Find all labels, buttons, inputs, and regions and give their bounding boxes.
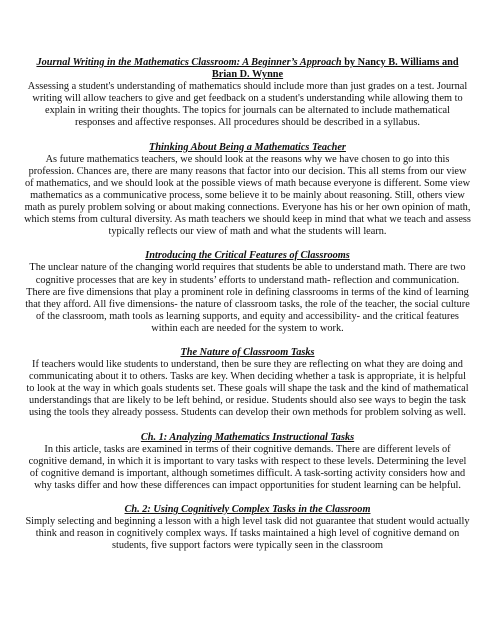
section-heading: Introducing the Critical Features of Classrooms: [145, 250, 350, 262]
section-thinking-about-teaching: [24, 142, 471, 239]
section-heading: Ch. 1: Analyzing Mathematics Instructional Tasks: [140, 431, 355, 443]
section-classroom-tasks: [24, 347, 471, 420]
author-byline: by Nancy B. Williams and Brian D. Wynne: [211, 57, 459, 81]
section-body: As future mathematics teachers, we should look at the reasons why we have chosen to go into this profession. Chances are, there are many reasons that factor into our decision. This all stems from our view of mathematics, and we should look at the possible views of math because everyone is different. Some view mathematics as a communicative process, some believe it to be mainly about reasoning. Still, others view math as purely problem solving or about making connections. Everyone has his or her own opinion of math, which stems from cultural diversity. As math teachers we should keep in mind that what we teach and assess typically reflects our view of math and what the students will learn.: [24, 153, 471, 238]
section-heading: The Nature of Classroom Tasks: [180, 346, 315, 358]
section-body: The unclear nature of the changing world requires that students be able to understand math. There are two cognitive processes that are key in students’ efforts to understand math- reflection and communication. There are five dimensions that play a prominent role in defining classrooms in terms of the kind of learning that they afford. All five dimensions- the nature of classroom tasks, the role of the teacher, the social culture of the classroom, math tools as learning supports, and equity and accessibility- and the critical features within each are needed for the system to work.: [25, 262, 470, 334]
section-heading: Thinking About Being a Mathematics Teacher: [149, 141, 346, 153]
section-ch2-complex-tasks: [24, 504, 471, 552]
section-body: Simply selecting and beginning a lesson with a high level task did not guarantee that student would actually think and reason in cognitively complex ways. If tasks maintained a high level of cognitive demand on students, five support factors were typically seen in the classroom: [25, 516, 470, 552]
section-heading: Ch. 2: Using Cognitively Complex Tasks in the Classroom: [124, 504, 371, 515]
section-ch1-analyzing-tasks: [24, 432, 471, 492]
document-title: [24, 57, 471, 81]
section-critical-features: [24, 250, 471, 335]
intro-paragraph: Assessing a student's understanding of mathematics should include more than just grades on a test. Journal writing will allow teachers to give and get feedback on a student's understanding while allowing them to explain in writing their thoughts. The topics for journals can be alternated to include mathematical responses and affective responses. All procedures should be described in a syllabus.: [27, 81, 468, 129]
section-body: If teachers would like students to understand, then be sure they are reflecting on what they are doing and communicating about it to others. Tasks are key. When deciding whether a task is appropriate, it is helpful to look at the way in which goals students set. These goals will shape the task and the kind of mathematical understandings that are likely to be left behind, or residue. Students should also see ways to begin the task using the tools they already possess. Students can develop their own methods for problem solving as well.: [26, 359, 469, 419]
section-body: In this article, tasks are examined in terms of their cognitive demands. There are different levels of cognitive demand, in which it is important to vary tasks with respect to these levels. Determining the level of cognitive demand is important, although sometimes difficult. A task-sorting activity considers how and why tasks differ and how these differences can impact opportunities for student learning can be helpful.: [28, 443, 467, 491]
title-text: Journal Writing in the Mathematics Classroom: A Beginner’s Approach: [36, 57, 342, 68]
